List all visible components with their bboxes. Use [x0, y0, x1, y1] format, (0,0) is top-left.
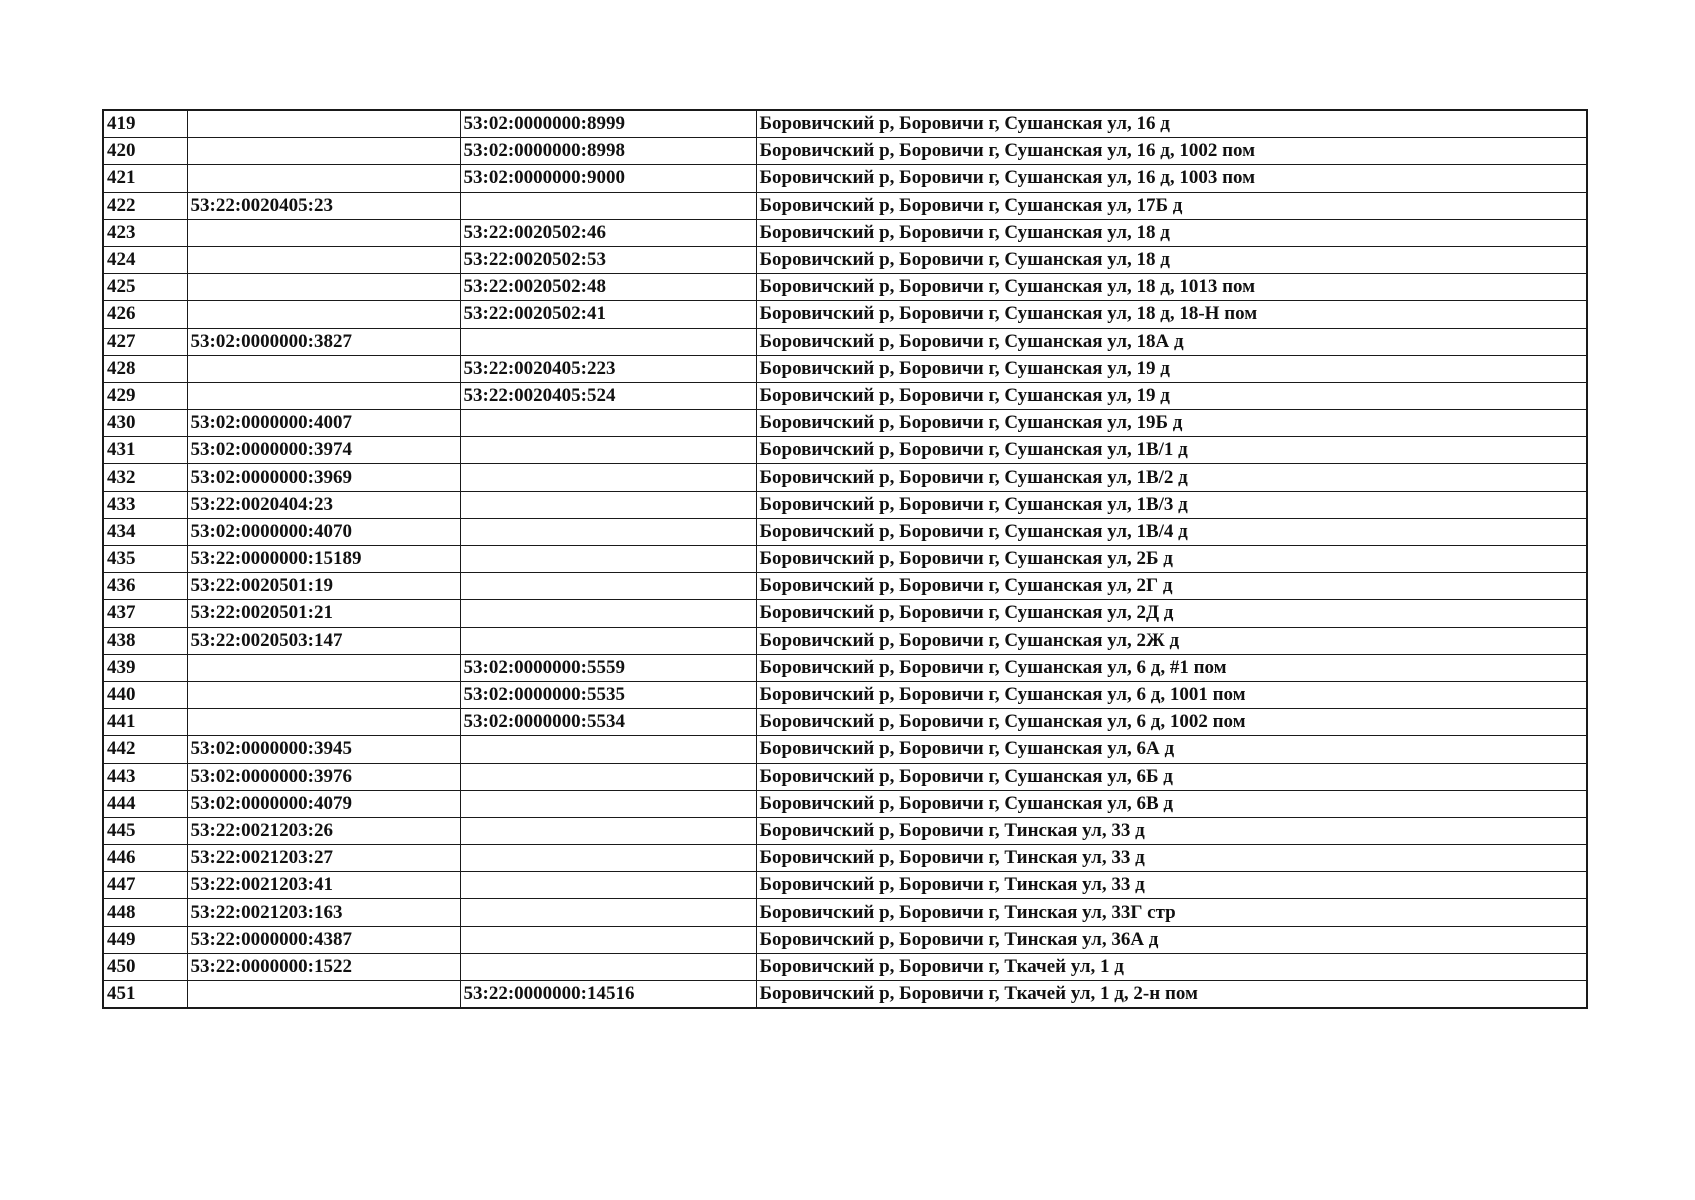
object-cadastral-number-cell [460, 328, 756, 355]
land-cadastral-number-cell: 53:02:0000000:4007 [187, 410, 460, 437]
row-number-cell: 449 [103, 926, 187, 953]
table-row [103, 437, 1587, 464]
address-cell: Боровичский р, Боровичи г, Сушанская ул, 2Ж д [756, 627, 1587, 654]
row-number-cell: 446 [103, 845, 187, 872]
address-cell: Боровичский р, Боровичи г, Сушанская ул, 1В/1 д [756, 437, 1587, 464]
row-number-cell: 424 [103, 246, 187, 273]
address-cell: Боровичский р, Боровичи г, Ткачей ул, 1 д, 2-н пом [756, 981, 1587, 1009]
land-cadastral-number-cell: 53:22:0021203:163 [187, 899, 460, 926]
table-row [103, 518, 1587, 545]
row-number-cell: 444 [103, 790, 187, 817]
row-number-cell: 429 [103, 382, 187, 409]
address-cell: Боровичский р, Боровичи г, Сушанская ул, 6А д [756, 736, 1587, 763]
object-cadastral-number-cell [460, 627, 756, 654]
object-cadastral-number-cell [460, 437, 756, 464]
table-row [103, 953, 1587, 980]
land-cadastral-number-cell [187, 138, 460, 165]
table-row [103, 110, 1587, 138]
object-cadastral-number-cell: 53:22:0020405:223 [460, 355, 756, 382]
land-cadastral-number-cell [187, 981, 460, 1009]
table-row [103, 736, 1587, 763]
object-cadastral-number-cell [460, 192, 756, 219]
table-row [103, 219, 1587, 246]
address-cell: Боровичский р, Боровичи г, Сушанская ул, 6Б д [756, 763, 1587, 790]
object-cadastral-number-cell [460, 872, 756, 899]
table-row [103, 600, 1587, 627]
table-row [103, 491, 1587, 518]
object-cadastral-number-cell [460, 600, 756, 627]
land-cadastral-number-cell [187, 110, 460, 138]
table-row [103, 627, 1587, 654]
table-row [103, 138, 1587, 165]
object-cadastral-number-cell: 53:22:0020502:46 [460, 219, 756, 246]
row-number-cell: 445 [103, 817, 187, 844]
object-cadastral-number-cell: 53:02:0000000:8999 [460, 110, 756, 138]
row-number-cell: 440 [103, 681, 187, 708]
address-cell: Боровичский р, Боровичи г, Сушанская ул, 16 д, 1003 пом [756, 165, 1587, 192]
table-row [103, 192, 1587, 219]
address-cell: Боровичский р, Боровичи г, Тинская ул, 33 д [756, 845, 1587, 872]
table-row [103, 654, 1587, 681]
object-cadastral-number-cell [460, 845, 756, 872]
row-number-cell: 451 [103, 981, 187, 1009]
land-cadastral-number-cell [187, 681, 460, 708]
table-row [103, 328, 1587, 355]
table-row [103, 382, 1587, 409]
object-cadastral-number-cell [460, 410, 756, 437]
address-cell: Боровичский р, Боровичи г, Сушанская ул, 1В/2 д [756, 464, 1587, 491]
row-number-cell: 428 [103, 355, 187, 382]
address-cell: Боровичский р, Боровичи г, Сушанская ул, 2Б д [756, 546, 1587, 573]
address-cell: Боровичский р, Боровичи г, Тинская ул, 36А д [756, 926, 1587, 953]
row-number-cell: 422 [103, 192, 187, 219]
object-cadastral-number-cell: 53:02:0000000:9000 [460, 165, 756, 192]
table-row [103, 845, 1587, 872]
object-cadastral-number-cell: 53:22:0020502:53 [460, 246, 756, 273]
address-cell: Боровичский р, Боровичи г, Сушанская ул, 2Г д [756, 573, 1587, 600]
land-cadastral-number-cell [187, 246, 460, 273]
object-cadastral-number-cell: 53:02:0000000:5534 [460, 709, 756, 736]
row-number-cell: 423 [103, 219, 187, 246]
row-number-cell: 419 [103, 110, 187, 138]
table-row [103, 926, 1587, 953]
land-cadastral-number-cell: 53:22:0021203:26 [187, 817, 460, 844]
address-cell: Боровичский р, Боровичи г, Сушанская ул, 18 д, 1013 пом [756, 274, 1587, 301]
land-cadastral-number-cell: 53:22:0020503:147 [187, 627, 460, 654]
address-cell: Боровичский р, Боровичи г, Сушанская ул, 17Б д [756, 192, 1587, 219]
land-cadastral-number-cell: 53:22:0020405:23 [187, 192, 460, 219]
address-cell: Боровичский р, Боровичи г, Сушанская ул, 6 д, #1 пом [756, 654, 1587, 681]
object-cadastral-number-cell [460, 518, 756, 545]
row-number-cell: 426 [103, 301, 187, 328]
land-cadastral-number-cell [187, 709, 460, 736]
row-number-cell: 431 [103, 437, 187, 464]
row-number-cell: 435 [103, 546, 187, 573]
row-number-cell: 441 [103, 709, 187, 736]
land-cadastral-number-cell: 53:02:0000000:4079 [187, 790, 460, 817]
land-cadastral-number-cell [187, 274, 460, 301]
address-cell: Боровичский р, Боровичи г, Сушанская ул, 6В д [756, 790, 1587, 817]
address-cell: Боровичский р, Боровичи г, Сушанская ул, 18 д [756, 246, 1587, 273]
address-cell: Боровичский р, Боровичи г, Сушанская ул, 1В/3 д [756, 491, 1587, 518]
land-cadastral-number-cell: 53:22:0021203:27 [187, 845, 460, 872]
land-cadastral-number-cell: 53:02:0000000:3827 [187, 328, 460, 355]
land-cadastral-number-cell: 53:22:0020501:21 [187, 600, 460, 627]
table-row [103, 546, 1587, 573]
address-cell: Боровичский р, Боровичи г, Сушанская ул, 19Б д [756, 410, 1587, 437]
row-number-cell: 437 [103, 600, 187, 627]
table-row [103, 790, 1587, 817]
object-cadastral-number-cell: 53:22:0020405:524 [460, 382, 756, 409]
row-number-cell: 442 [103, 736, 187, 763]
object-cadastral-number-cell: 53:22:0020502:48 [460, 274, 756, 301]
table-row [103, 464, 1587, 491]
cadastral-table [102, 109, 1588, 1009]
address-cell: Боровичский р, Боровичи г, Сушанская ул, 16 д, 1002 пом [756, 138, 1587, 165]
address-cell: Боровичский р, Боровичи г, Сушанская ул, 19 д [756, 355, 1587, 382]
table-body [103, 110, 1587, 1008]
land-cadastral-number-cell: 53:02:0000000:3974 [187, 437, 460, 464]
table-row [103, 872, 1587, 899]
row-number-cell: 447 [103, 872, 187, 899]
address-cell: Боровичский р, Боровичи г, Тинская ул, 33Г стр [756, 899, 1587, 926]
row-number-cell: 434 [103, 518, 187, 545]
row-number-cell: 438 [103, 627, 187, 654]
object-cadastral-number-cell: 53:02:0000000:8998 [460, 138, 756, 165]
land-cadastral-number-cell [187, 165, 460, 192]
table-row [103, 301, 1587, 328]
row-number-cell: 433 [103, 491, 187, 518]
object-cadastral-number-cell [460, 763, 756, 790]
land-cadastral-number-cell: 53:02:0000000:4070 [187, 518, 460, 545]
table-row [103, 355, 1587, 382]
row-number-cell: 436 [103, 573, 187, 600]
address-cell: Боровичский р, Боровичи г, Сушанская ул, 6 д, 1002 пом [756, 709, 1587, 736]
table-row [103, 899, 1587, 926]
address-cell: Боровичский р, Боровичи г, Сушанская ул, 16 д [756, 110, 1587, 138]
object-cadastral-number-cell [460, 573, 756, 600]
land-cadastral-number-cell: 53:02:0000000:3976 [187, 763, 460, 790]
land-cadastral-number-cell [187, 219, 460, 246]
row-number-cell: 432 [103, 464, 187, 491]
object-cadastral-number-cell: 53:02:0000000:5559 [460, 654, 756, 681]
table-row [103, 763, 1587, 790]
object-cadastral-number-cell [460, 926, 756, 953]
address-cell: Боровичский р, Боровичи г, Тинская ул, 33 д [756, 872, 1587, 899]
object-cadastral-number-cell [460, 899, 756, 926]
land-cadastral-number-cell: 53:22:0000000:15189 [187, 546, 460, 573]
row-number-cell: 450 [103, 953, 187, 980]
object-cadastral-number-cell [460, 817, 756, 844]
address-cell: Боровичский р, Боровичи г, Сушанская ул, 2Д д [756, 600, 1587, 627]
row-number-cell: 430 [103, 410, 187, 437]
object-cadastral-number-cell [460, 736, 756, 763]
land-cadastral-number-cell: 53:22:0020404:23 [187, 491, 460, 518]
land-cadastral-number-cell [187, 654, 460, 681]
land-cadastral-number-cell: 53:02:0000000:3945 [187, 736, 460, 763]
table-row [103, 246, 1587, 273]
table-row [103, 817, 1587, 844]
table-row [103, 981, 1587, 1009]
address-cell: Боровичский р, Боровичи г, Сушанская ул, 19 д [756, 382, 1587, 409]
table-row [103, 573, 1587, 600]
land-cadastral-number-cell [187, 301, 460, 328]
object-cadastral-number-cell [460, 464, 756, 491]
table-row [103, 709, 1587, 736]
table-row [103, 274, 1587, 301]
row-number-cell: 425 [103, 274, 187, 301]
object-cadastral-number-cell [460, 953, 756, 980]
address-cell: Боровичский р, Боровичи г, Сушанская ул, 18 д [756, 219, 1587, 246]
address-cell: Боровичский р, Боровичи г, Сушанская ул, 1В/4 д [756, 518, 1587, 545]
row-number-cell: 443 [103, 763, 187, 790]
object-cadastral-number-cell [460, 491, 756, 518]
row-number-cell: 427 [103, 328, 187, 355]
land-cadastral-number-cell [187, 382, 460, 409]
object-cadastral-number-cell: 53:22:0000000:14516 [460, 981, 756, 1009]
address-cell: Боровичский р, Боровичи г, Сушанская ул, 6 д, 1001 пом [756, 681, 1587, 708]
land-cadastral-number-cell: 53:22:0000000:4387 [187, 926, 460, 953]
object-cadastral-number-cell [460, 546, 756, 573]
table-row [103, 681, 1587, 708]
row-number-cell: 439 [103, 654, 187, 681]
table-row [103, 165, 1587, 192]
object-cadastral-number-cell: 53:22:0020502:41 [460, 301, 756, 328]
address-cell: Боровичский р, Боровичи г, Сушанская ул, 18А д [756, 328, 1587, 355]
row-number-cell: 420 [103, 138, 187, 165]
land-cadastral-number-cell: 53:22:0020501:19 [187, 573, 460, 600]
land-cadastral-number-cell: 53:02:0000000:3969 [187, 464, 460, 491]
land-cadastral-number-cell: 53:22:0021203:41 [187, 872, 460, 899]
object-cadastral-number-cell [460, 790, 756, 817]
land-cadastral-number-cell [187, 355, 460, 382]
address-cell: Боровичский р, Боровичи г, Сушанская ул, 18 д, 18-Н пом [756, 301, 1587, 328]
object-cadastral-number-cell: 53:02:0000000:5535 [460, 681, 756, 708]
row-number-cell: 448 [103, 899, 187, 926]
table-row [103, 410, 1587, 437]
land-cadastral-number-cell: 53:22:0000000:1522 [187, 953, 460, 980]
address-cell: Боровичский р, Боровичи г, Ткачей ул, 1 д [756, 953, 1587, 980]
row-number-cell: 421 [103, 165, 187, 192]
address-cell: Боровичский р, Боровичи г, Тинская ул, 33 д [756, 817, 1587, 844]
